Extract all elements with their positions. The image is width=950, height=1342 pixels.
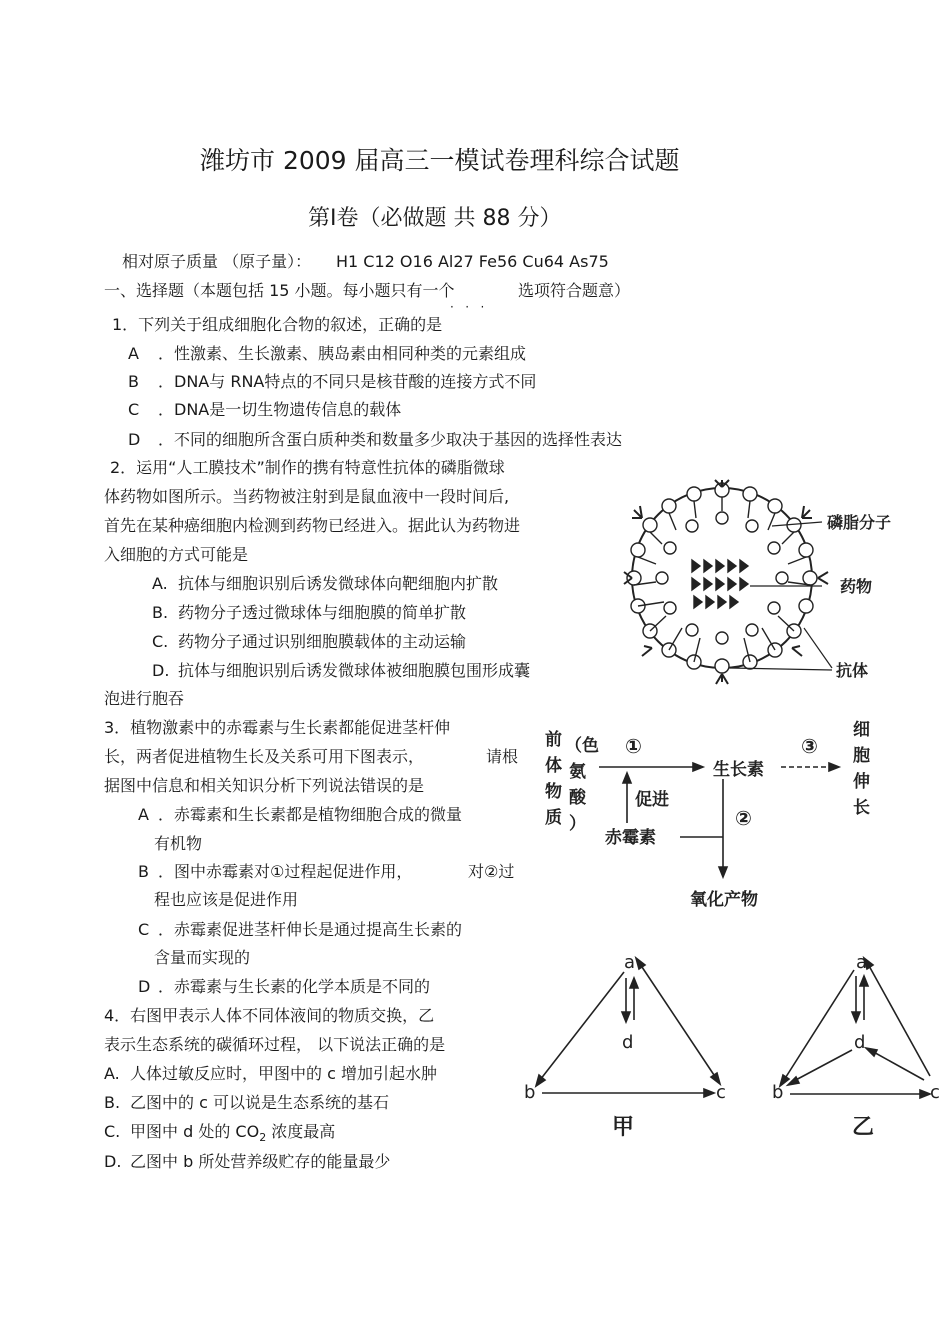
atomic-mass-values: H1 C12 O16 Al27 Fe56 Cu64 As75 — [336, 252, 609, 271]
drug-label: 药物 — [840, 577, 873, 596]
q3-option-c-text: ．赤霉素促进茎杆伸长是通过提高生长素的 — [158, 920, 463, 939]
oxidation-product-label: 氧化产物 — [690, 890, 758, 910]
auxin-label: 生长素 — [713, 760, 764, 780]
hormone-pathway-figure — [535, 715, 890, 915]
q4-option-a-text: 人体过敏反应时，甲图中的 c 增加引起水肿 — [130, 1064, 437, 1083]
cell-elongation-char: 胞 — [853, 746, 870, 766]
precursor-char: 体 — [545, 756, 562, 776]
cell-elongation-char: 细 — [853, 720, 870, 740]
question-2-stem-line: 首先在某种癌细胞内检测到药物已经进入。据此认为药物进 — [104, 516, 521, 535]
tryptophan-char: 氨 — [569, 762, 586, 782]
question-3-stem-line: 据图中信息和相关知识分析下列说法错误的是 — [104, 776, 425, 795]
section-title: 第Ⅰ卷（必做题 共 88 分） — [308, 206, 562, 231]
q3-option-c-text-cont: 含量而实现的 — [154, 948, 251, 967]
instruction-text-end: 选项符合题意） — [518, 281, 631, 300]
microsphere-diagram — [624, 480, 832, 684]
microsphere-figure — [622, 478, 892, 688]
phospholipid-heads — [627, 483, 817, 673]
q1-option-d-text: ．不同的细胞所含蛋白质种类和数量多少取决于基因的选择性表达 — [158, 430, 623, 449]
q4-option-c-text — [130, 1122, 335, 1148]
page-title: 潍坊市 2009 届高三一模试卷理科综合试题 — [200, 146, 680, 175]
tryptophan-char: （色 — [565, 736, 599, 756]
q3-option-a-text: ．赤霉素和生长素都是植物细胞合成的微量 — [158, 805, 463, 824]
question-2-stem-line: 体药物如图所示。当药物被注射到是鼠血液中一段时间后, — [104, 487, 510, 506]
triangle-diagrams-figure — [520, 948, 945, 1148]
q3-option-b-text-right: 对②过 — [468, 862, 515, 881]
q3-option-b-text-cont: 程也应该是促进作用 — [154, 890, 299, 909]
q3-option-b-text: ．图中赤霉素对①过程起促进作用， — [158, 862, 413, 881]
node-a: a — [856, 952, 868, 973]
cell-elongation-char: 伸 — [853, 772, 870, 792]
node-a: a — [624, 952, 636, 973]
q1-option-a-text: ．性激素、生长激素、胰岛素由相同种类的元素组成 — [158, 344, 527, 363]
q4-option-c-letter: C. — [104, 1122, 121, 1141]
question-3-stem-line: 3．植物激素中的赤霉素与生长素都能促进茎杆伸 — [104, 718, 451, 737]
q4-option-c-text-after: 浓度最高 — [266, 1122, 336, 1141]
step-2-label: ② — [735, 806, 752, 830]
tryptophan-char: ） — [569, 814, 586, 834]
phospholipid-label: 磷脂分子 — [827, 513, 892, 532]
subscript-2: 2 — [259, 1131, 267, 1145]
question-3-stem-line: 请根 — [486, 747, 519, 766]
node-b: b — [772, 1082, 784, 1103]
q4-option-b-letter: B. — [104, 1093, 121, 1112]
step-1-label: ① — [625, 734, 642, 758]
question-1-stem: 1．下列关于组成细胞化合物的叙述，正确的是 — [112, 315, 443, 334]
q3-option-b-letter: B — [138, 862, 149, 881]
question-3-stem-line: 长，两者促进植物生长及关系可用下图表示， — [104, 747, 425, 766]
node-d: d — [622, 1032, 634, 1053]
q4-option-a-letter: A. — [104, 1064, 120, 1083]
q2-option-a-text: 抗体与细胞识别后诱发微球体向靶细胞内扩散 — [178, 574, 499, 593]
precursor-char: 质 — [545, 808, 562, 828]
question-4-stem-line: 4．右图甲表示人体不同体液间的物质交换，乙 — [104, 1006, 435, 1025]
q3-option-d-letter: D — [138, 977, 151, 996]
caption-yi: 乙 — [852, 1115, 875, 1140]
q1-option-c-text: ．DNA是一切生物遗传信息的载体 — [158, 400, 402, 419]
q4-option-d-text: 乙图中 b 所处营养级贮存的能量最少 — [130, 1152, 391, 1171]
instruction-text: 一、选择题（本题包括 15 小题。每小题只有一个 — [104, 281, 455, 300]
antibody-label: 抗体 — [836, 661, 869, 680]
q2-option-b-text: 药物分子透过微球体与细胞膜的简单扩散 — [178, 603, 467, 622]
q1-option-a-letter: A — [128, 344, 139, 363]
q2-option-c-text: 药物分子通过识别细胞膜载体的主动运输 — [178, 632, 467, 651]
atomic-mass-label: 相对原子质量 （原子量）： — [122, 252, 312, 271]
q4-option-c-text-before: 甲图中 d 处的 CO — [130, 1122, 260, 1141]
precursor-char: 物 — [545, 782, 562, 802]
q4-option-b-text: 乙图中的 c 可以说是生态系统的基石 — [130, 1093, 389, 1112]
node-c: c — [930, 1082, 940, 1103]
q2-option-c-letter: C. — [152, 632, 169, 651]
diagram-yi — [780, 958, 930, 1098]
node-c: c — [716, 1082, 726, 1103]
q1-option-b-text: ．DNA与 RNA特点的不同只是核苷酸的连接方式不同 — [158, 372, 537, 391]
q3-option-a-letter: A — [138, 805, 149, 824]
pathway-arrows — [599, 763, 839, 877]
precursor-char: 前 — [545, 730, 562, 750]
emphasis-dots: · · · — [450, 300, 485, 314]
q3-option-d-text: ．赤霉素与生长素的化学本质是不同的 — [158, 977, 431, 996]
question-2-stem-line: 2．运用“人工膜技术”制作的携有特意性抗体的磷脂微球 — [110, 458, 505, 477]
node-b: b — [524, 1082, 536, 1103]
tryptophan-char: 酸 — [569, 788, 586, 808]
step-3-label: ③ — [801, 734, 818, 758]
q2-option-a-letter: A. — [152, 574, 168, 593]
q3-option-c-letter: C — [138, 920, 150, 939]
cell-elongation-char: 长 — [853, 798, 870, 818]
q2-option-d-text: 抗体与细胞识别后诱发微球体被细胞膜包围形成囊 — [178, 661, 531, 680]
question-4-stem-line: 表示生态系统的碳循环过程， 以下说法正确的是 — [104, 1035, 446, 1054]
q2-option-d-letter: D. — [152, 661, 170, 680]
caption-jia: 甲 — [612, 1115, 635, 1140]
diagram-jia — [536, 958, 720, 1097]
q4-option-d-letter: D. — [104, 1152, 122, 1171]
drug-molecules — [692, 560, 748, 608]
q3-option-a-text-cont: 有机物 — [154, 834, 203, 853]
gibberellin-label: 赤霉素 — [605, 828, 656, 848]
q1-option-b-letter: B — [128, 372, 139, 391]
q1-option-c-letter: C — [128, 400, 140, 419]
promote-label: 促进 — [635, 790, 669, 810]
question-2-stem-line: 入细胞的方式可能是 — [104, 545, 249, 564]
q2-option-b-letter: B. — [152, 603, 169, 622]
q1-option-d-letter: D — [128, 430, 141, 449]
node-d: d — [854, 1032, 866, 1053]
q2-option-d-continuation: 泡进行胞吞 — [104, 689, 185, 708]
